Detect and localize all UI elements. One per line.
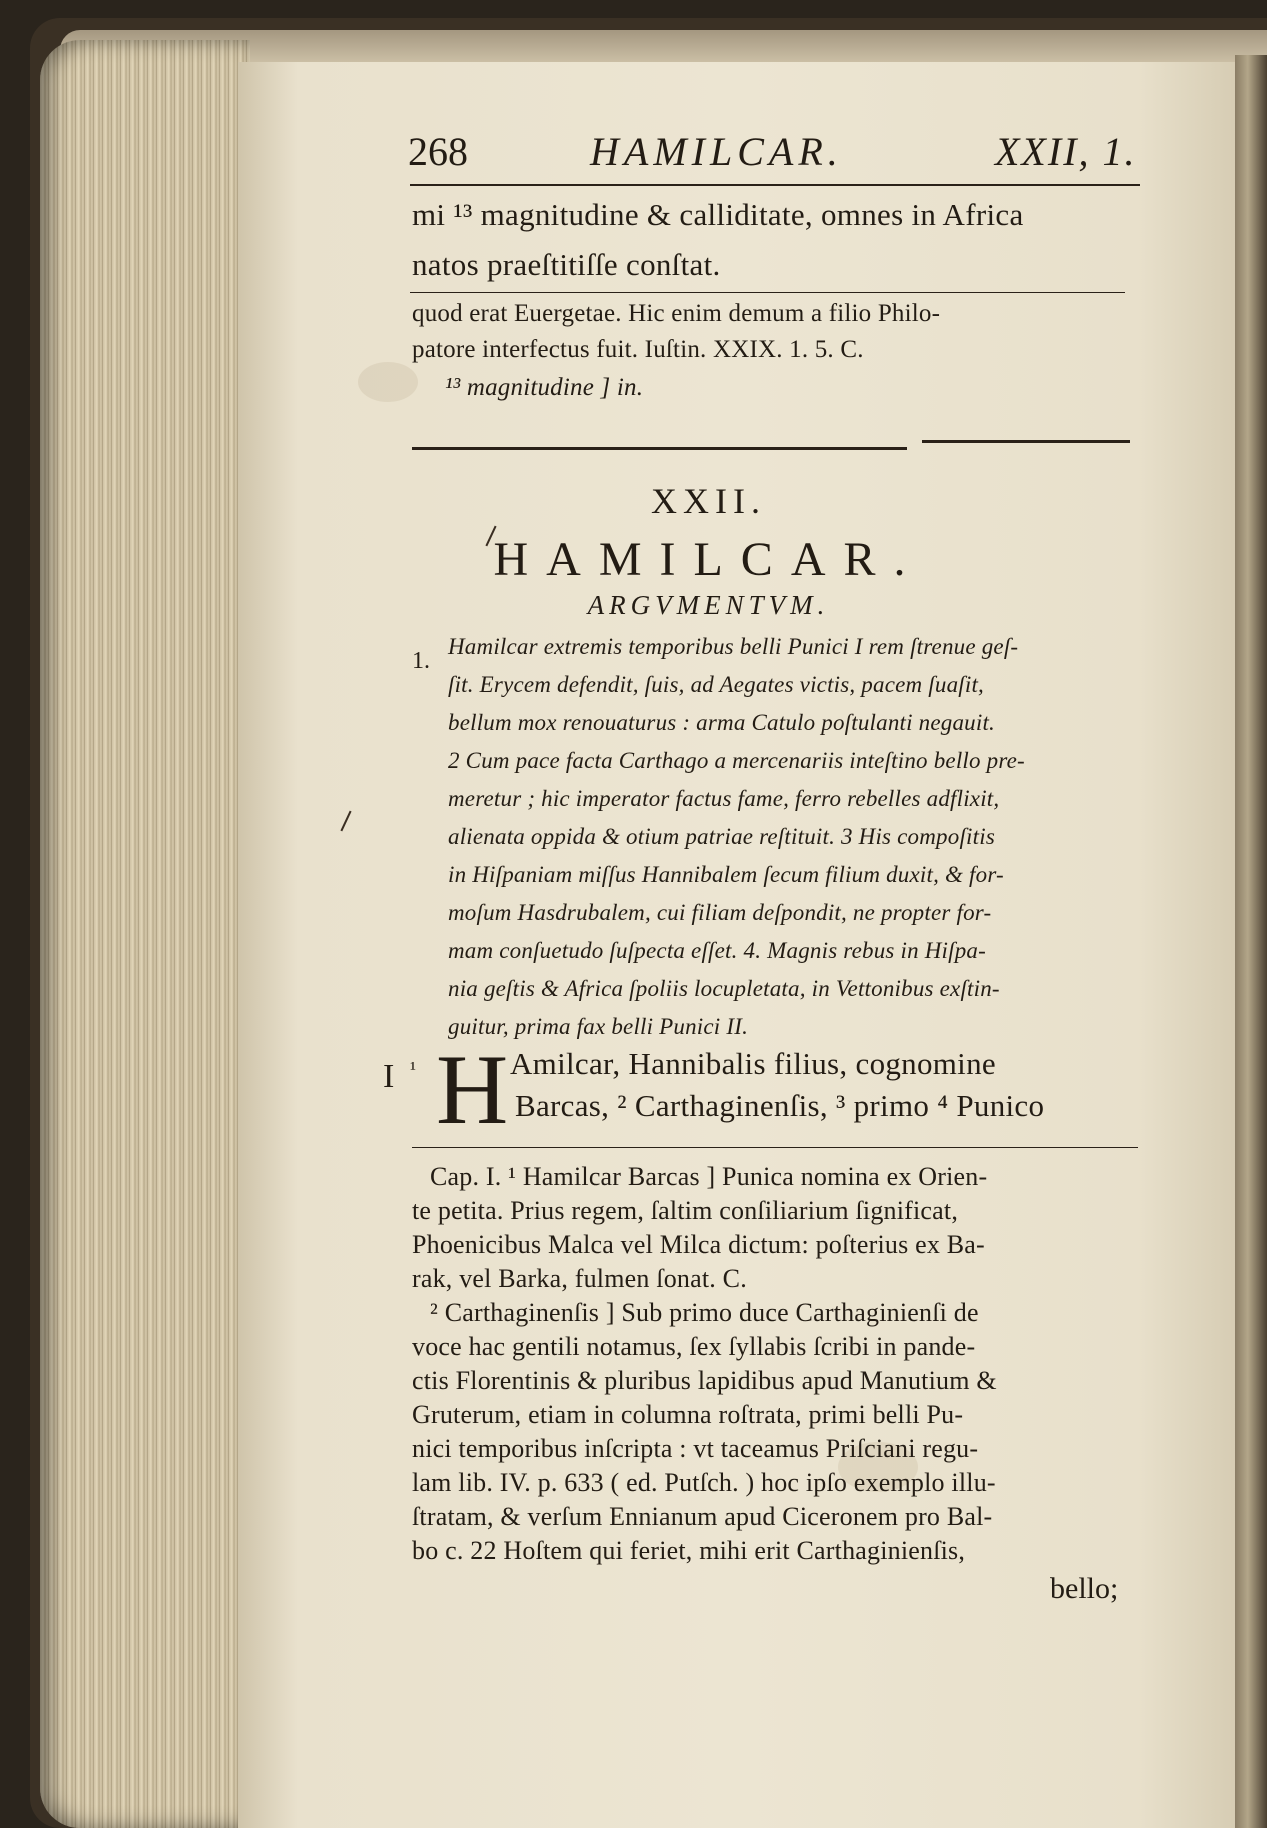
text-line: natos praeſtitiſſe conſtat. [412, 247, 721, 282]
footnote-line: Cap. I. ¹ Hamilcar Barcas ] Punica nomina ex Orien- [430, 1162, 988, 1191]
footnote-line: bo c. 22 Hoſtem qui feriet, mihi erit Carthaginienſis, [412, 1536, 966, 1565]
footnote-rule [410, 292, 1125, 293]
stain [358, 362, 418, 402]
page-number: 268 [408, 129, 468, 174]
argument-line: in Hiſpaniam miſſus Hannibalem ſecum filium duxit, & for- [448, 862, 1004, 887]
header-rule [410, 184, 1140, 186]
text-line: Amilcar, Hannibalis filius, cognomine [510, 1046, 996, 1081]
argument-line: guitur, prima fax belli Punici II. [448, 1014, 749, 1039]
drop-cap: H [436, 1034, 509, 1145]
footnote-line: nici temporibus inſcripta : vt taceamus Priſciani regu- [412, 1434, 979, 1463]
note-line: patore interfectus fuit. Iuſtin. XXIX. 1. 5. C. [412, 336, 864, 363]
footnote-line: rak, vel Barka, fulmen ſonat. C. [412, 1264, 747, 1293]
page-block-edges [40, 40, 250, 1828]
chapter-number: XXII. [651, 481, 766, 521]
chapter-reference: XXII, 1. [995, 129, 1137, 174]
argument-heading: ARGVMENTVM. [587, 590, 830, 620]
note-line: ¹³ magnitudine ] in. [445, 374, 644, 401]
text-line: mi ¹³ magnitudine & calliditate, omnes in Africa [412, 197, 1024, 232]
argument-line: nia geſtis & Africa ſpoliis locupletata, in Vettonibus exſtin- [448, 976, 1000, 1001]
footnote-line: ſtratam, & verſum Ennianum apud Ciceronem pro Bal- [412, 1502, 993, 1531]
section-divider-right [922, 440, 1130, 443]
argument-line: moſum Hasdrubalem, cui filiam deſpondit, ne propter for- [448, 900, 992, 925]
footnote-line: ctis Florentinis & pluribus lapidibus apud Manutium & [412, 1366, 997, 1395]
footnote-line: Phoenicibus Malca vel Milca dictum: poſterius ex Ba- [412, 1230, 985, 1259]
chapter-title: HAMILCAR. [493, 533, 924, 586]
text-line: Barcas, ² Carthaginenſis, ³ primo ⁴ Punico [515, 1088, 1045, 1123]
argument-line: alienata oppida & otium patriae reſtituit. 3 His compoſitis [448, 824, 995, 849]
note-mark: ¹ [410, 1058, 416, 1080]
footnote-line: ² Carthaginenſis ] Sub primo duce Carthaginienſi de [430, 1298, 979, 1327]
argument-line: mam conſuetudo ſuſpecta eſſet. 4. Magnis rebus in Hiſpa- [448, 938, 986, 963]
footnote-line: Gruterum, etiam in columna roſtrata, primi belli Pu- [412, 1400, 964, 1429]
argument-line: Hamilcar extremis temporibus belli Punici I rem ſtrenue geſ- [448, 634, 1019, 659]
footnote-line: lam lib. IV. p. 633 ( ed. Putſch. ) hoc ipſo exemplo illu- [412, 1468, 996, 1497]
argument-line: ſit. Erycem defendit, ſuis, ad Aegates victis, pacem ſuaſit, [448, 672, 984, 697]
section-divider-left [412, 447, 907, 450]
argument-marker: 1. [412, 648, 430, 674]
page-gutter [1235, 55, 1267, 1828]
argument-line: meretur ; hic imperator factus fame, ferro rebelles adflixit, [448, 786, 1000, 811]
note-line: quod erat Euergetae. Hic enim demum a filio Philo- [412, 300, 941, 327]
footnote-line: voce hac gentili notamus, ſex ſyllabis ſcribi in pande- [412, 1332, 976, 1361]
footnote-rule [412, 1147, 1138, 1148]
footnote-line: te petita. Prius regem, ſaltim conſiliarium ſignificat, [412, 1196, 959, 1225]
argument-line: 2 Cum pace facta Carthago a mercenariis inteſtino bello pre- [448, 748, 1025, 773]
catchword: bello; [1050, 1572, 1119, 1605]
running-title: HAMILCAR. [590, 129, 843, 174]
section-number: I [383, 1058, 395, 1095]
argument-line: bellum mox renouaturus : arma Catulo poſtulanti negauit. [448, 710, 995, 735]
